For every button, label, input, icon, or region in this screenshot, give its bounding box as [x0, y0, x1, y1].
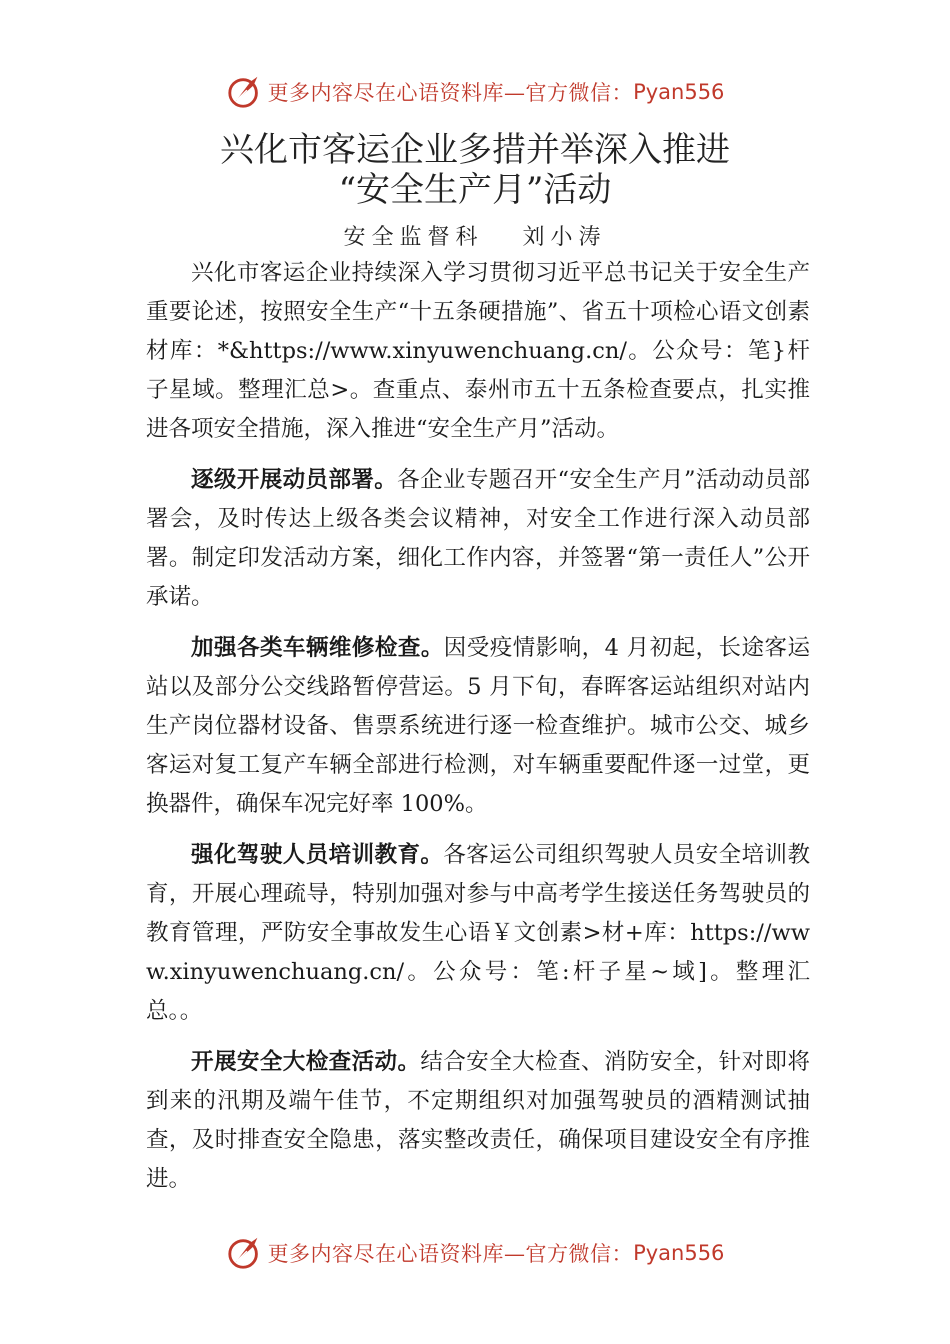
paragraph-text: 各企业专题召开“安全生产月”活动动员部署会，及时传达上级各类会议精神，对安全工作进行深入动员部署。制定印发活动方案，细化工作内容，并签署“第一责任人”公开承诺。	[146, 467, 810, 610]
paragraph-mobilization	[146, 461, 810, 617]
quill-logo-icon	[226, 73, 264, 111]
banner-wechat-id: Pyan556	[633, 1241, 725, 1265]
paragraph-lead: 强化驾驶人员培训教育。	[191, 842, 444, 868]
paragraph-text: 兴化市客运企业持续深入学习贯彻习近平总书记关于安全生产重要论述，按照安全生产“十五条硬措施”、省五十项检心语文创素材库：*&https://www.xinyuwenchuang.cn/。公众号：笔}杆子星域。整理汇总>。查重点、泰州市五十五条检查要点，扎实推进各项安全措施，深入推进“安全生产月”活动。	[146, 260, 810, 442]
byline	[0, 220, 950, 251]
page-title-line2: “安全生产月”活动	[338, 170, 612, 210]
quill-logo-icon	[226, 1234, 264, 1272]
byline-department: 安全监督科	[343, 225, 484, 250]
paragraph-lead: 开展安全大检查活动。	[191, 1049, 421, 1075]
banner-text: 更多内容尽在心语资料库—官方微信：	[267, 1242, 634, 1266]
banner-text: 更多内容尽在心语资料库—官方微信：	[267, 81, 634, 105]
paragraph-vehicle-inspection	[146, 629, 810, 824]
paragraph-lead: 逐级开展动员部署。	[191, 467, 398, 493]
paragraph-text: 因受疫情影响，4 月初起，长途客运站以及部分公交线路暂停营运。5 月下旬，春晖客运站组织对站内生产岗位器材设备、售票系统进行逐一检查维护。城市公交、城乡客运对复工复产车辆全部进行检测，对车辆重要配件逐一过堂，更换器件，确保车况完好率 100%。	[146, 635, 810, 817]
footer-banner	[0, 1231, 950, 1275]
paragraph-intro	[146, 254, 810, 449]
paragraph-driver-training	[146, 836, 810, 1031]
paragraph-text: 各客运公司组织驾驶人员安全培训教育，开展心理疏导，特别加强对参与中高考学生接送任务驾驶员的教育管理，严防安全事故发生心语￥文创素>材+库：https://www.xinyuwenchuang.cn/。公众号：笔:杆子星~域]。整理汇总。。	[146, 842, 810, 1024]
page-title-line1: 兴化市客运企业多措并举深入推进	[220, 130, 730, 170]
paragraph-lead: 加强各类车辆维修检查。	[191, 635, 444, 661]
paragraph-text: 结合安全大检查、消防安全，针对即将到来的汛期及端午佳节，不定期组织对加强驾驶员的酒精测试抽查，及时排查安全隐患，落实整改责任，确保项目建设安全有序推进。	[146, 1049, 810, 1192]
banner-wechat-id: Pyan556	[633, 80, 725, 104]
byline-author: 刘小涛	[522, 225, 607, 250]
header-banner	[0, 70, 950, 114]
paragraph-safety-check	[146, 1043, 810, 1199]
article-body	[146, 254, 810, 1211]
